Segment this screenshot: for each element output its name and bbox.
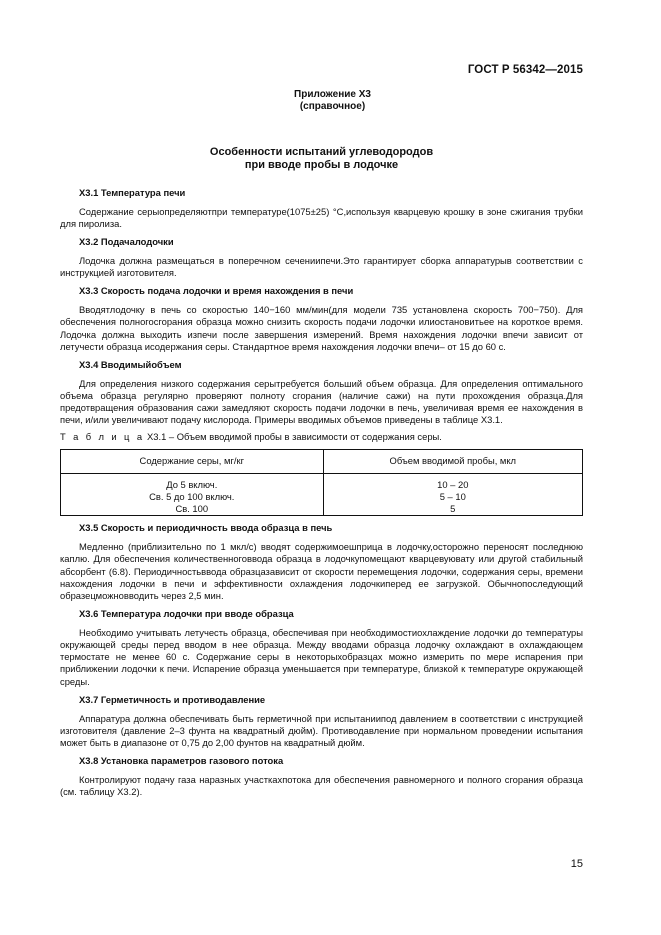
section-text-x3-8: Контролируют подачу газа наразных участкахпотока для обеспечения равномерного и полного сгорания образца (см. таблицу Х3.2). (60, 773, 583, 798)
section-heading-x3-7: Х3.7 Герметичность и противодавление (79, 693, 266, 705)
title-line-2: при вводе пробы в лодочке (244, 158, 399, 171)
table-row (61, 473, 583, 491)
table-cell: 10 – 20 (323, 473, 582, 491)
section-text-x3-4: Для определения низкого содержания серытребуется больший объем образца. Для определения оптимального объема образца регулярно проверяют полноту сгорания (наличие сажи) на пути прохождения образца.Для предотвращения образования сажи замедляют скорость подачи лодочки в печь, увеличивая время ее нахождения в печи, и/или увеличивают подачу кислорода. Примеры вводимых объемов приведены в таблице Х3.1. (60, 377, 583, 426)
document-id: ГОСТ Р 56342—2015 (467, 64, 583, 76)
section-text-x3-1: Содержание серыопределяютпри температуре(1075±25) °С,используя кварцевую крошку в зоне сжигания трубки для пиролиза. (60, 205, 583, 230)
title-line-1: Особенности испытаний углеводородов (209, 146, 434, 158)
table-cell: До 5 включ. (61, 473, 324, 491)
sample-volume-table (60, 449, 583, 517)
appendix-label: Приложение Х3 (294, 89, 371, 100)
table-caption-text: Х3.1 – Объем вводимой пробы в зависимости от содержания серы. (144, 431, 442, 443)
appendix-title (60, 146, 583, 171)
table-caption (60, 431, 583, 443)
section-heading-x3-8: Х3.8 Установка параметров газового потока (79, 755, 284, 767)
appendix-note: (справочное) (299, 101, 366, 112)
table-row (61, 491, 583, 503)
section-text-x3-6: Необходимо учитывать летучесть образца, обеспечивая при необходимостиохлаждение лодочки до температуры окружающей среды перед вводом в нее образца. Между вводами образца лодочку охлаждают в охлаждающем термостате не менее 60 с. Содержание серы в некоторыхобразцах можно измерить по мере испарения при приближении лодочки к печи. Испарение образца уменьшается при температуре, близкой к температуре окружающей среды. (60, 626, 583, 687)
table-cell: 5 – 10 (323, 491, 582, 503)
table-cell: Св. 5 до 100 включ. (61, 491, 324, 503)
section-heading-x3-5: Х3.5 Скорость и периодичность ввода образца в печь (79, 522, 333, 534)
section-heading-x3-3: Х3.3 Скорость подача лодочки и время нахождения в печи (79, 285, 354, 297)
section-heading-x3-4: Х3.4 Вводимыйобъем (79, 358, 182, 370)
page-content (60, 89, 583, 798)
table-cell: 5 (323, 503, 582, 516)
table-caption-prefix: Т а б л и ц а (60, 431, 145, 443)
table-header-row (61, 449, 583, 473)
table-header-sulfur: Содержание серы, мг/кг (61, 449, 324, 473)
table-header-volume: Объем вводимой пробы, мкл (323, 449, 582, 473)
section-text-x3-5: Медленно (приблизительно по 1 мкл/с) вводят содержимоешприца в лодочку,осторожно переносят последнюю каплю. Для обеспечения количественноговвода образца в лодочкупомещают кварцевуювату или другой стабильный абсорбент (6.8). Периодичностьввода образцазависит от скорости перемещения лодочки, содержания серы, времени нахождения лодочки в печи и эффективности охлаждения лодочкиперед ее загрузкой. Обычнопоследующий образецможновводить через 2,5 мин. (60, 541, 583, 601)
section-heading-x3-6: Х3.6 Температура лодочки при вводе образца (79, 608, 294, 620)
section-heading-x3-1: Х3.1 Температура печи (79, 187, 186, 199)
section-text-x3-2: Лодочка должна размещаться в поперечном сечениипечи.Это гарантирует сборка аппаратурыв соответствии с инструкцией изготовителя. (60, 255, 583, 279)
page-number: 15 (570, 858, 583, 870)
section-heading-x3-2: Х3.2 Подачалодочки (79, 236, 174, 248)
table-cell: Св. 100 (61, 503, 324, 516)
table-row (61, 503, 583, 516)
section-text-x3-7: Аппаратура должна обеспечивать быть герметичной при испытаниипод давлением в соответствии с инструкцией изготовителя (давление 2–3 фунта на квадратный дюйм). Противодавление при нормальном проведении испытания может быть в диапазоне от 0,75 до 2,00 фунтов на квадратный дюйм. (60, 712, 583, 748)
section-text-x3-3: Вводятлодочку в печь со скоростью 140−160 мм/мин(для модели 735 установлена скорость 700−750). Для обеспечения полногосгорания образца можно снизить скорость подачи лодочки илиостановитьее на короткое время. Лодочка должна выходить изпечи после завершения измерений. Время нахождения лодочки впечи зависит от летучести образца исодержания серы. Стандартное время нахождения лодочки впечи– от 15 до 60 с. (60, 304, 583, 352)
